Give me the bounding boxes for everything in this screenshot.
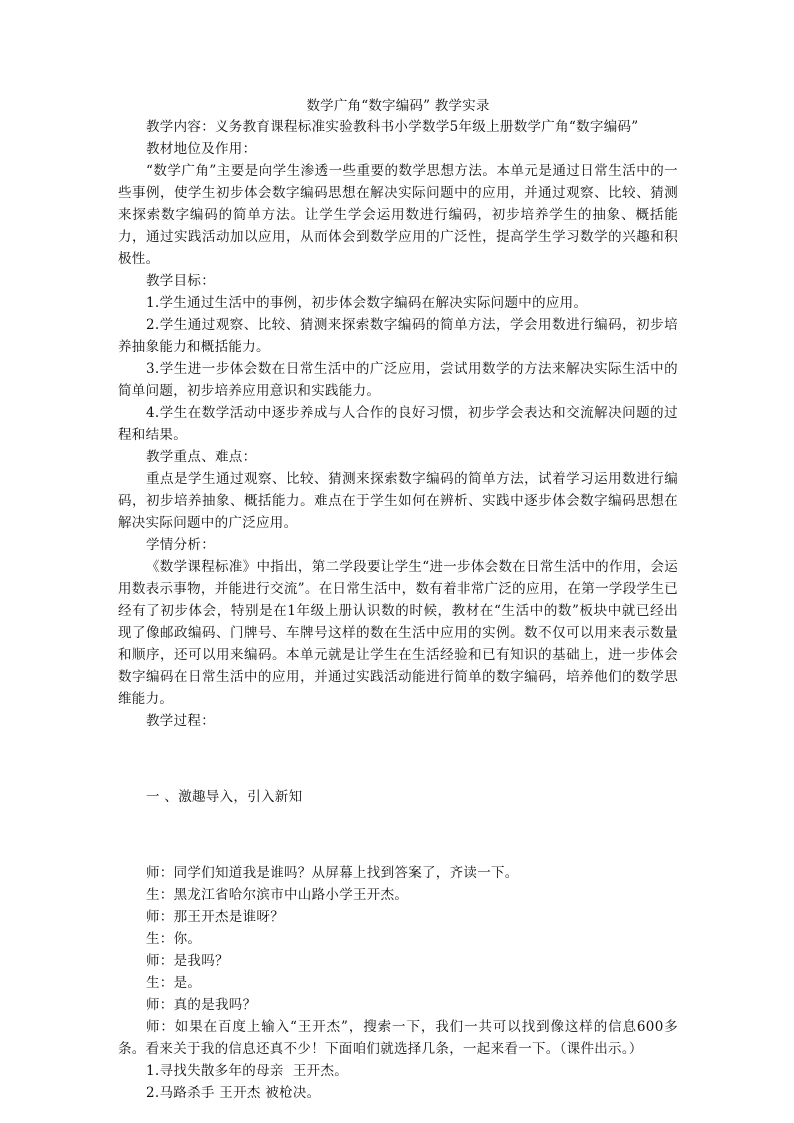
paragraph-spacer [118,748,678,770]
paragraph-p3: “数学广角”主要是向学生渗透一些重要的数学思想方法。本单元是通过日常生活中的一些事例，使学生初步体会数字编码思想在解决实际问题中的应用，并通过观察、比较、猜测来探索数字编码的简单方法。让学生学会运用数进行编码，初步培养学生的抽象、概括能力，通过实践活动加以应用，从而体会到数学应用的广泛性，提高学生学习数学的兴趣和积极性。 [118,163,678,267]
paragraph-p19: 师：是我吗？ [146,953,229,969]
paragraph-p22: 师：如果在百度上输入“王开杰”，搜索一下，我们一共可以找到像这样的信息600多条。看来关于我的信息还真不少！下面咱们就选择几条，一起来看一下。（课件出示。） [118,1019,678,1057]
paragraph-p15: 师：同学们知道我是谁吗？从屏幕上找到答案了，齐读一下。 [146,865,519,881]
paragraph-p5: 1.学生通过生活中的事例，初步体会数字编码在解决实际问题中的应用。 [146,295,588,311]
paragraph-p16: 生：黑龙江省哈尔滨市中山路小学王开杰。 [146,887,409,903]
paragraph-p10: 重点是学生通过观察、比较、猜测来探索数字编码的简单方法，试着学习运用数进行编码，初步培养抽象、概括能力。难点在于学生如何在辨析、实践中逐步体会数字编码思想在解决实际问题中的广泛应用。 [118,471,678,531]
paragraph-p18: 生：你。 [146,931,202,947]
document-page [118,96,678,1104]
paragraph-p14: 一 、激趣导入，引入新知 [146,789,303,805]
paragraph-p9: 教学重点、难点： [146,449,257,465]
paragraph-p13: 教学过程： [146,713,215,729]
paragraph-p17: 师：那王开杰是谁呀？ [146,909,284,925]
paragraph-p12: 《数学课程标准》中指出，第二学段要让学生“进一步体会数在日常生活中的作用，会运用数表示事物，并能进行交流”。在日常生活中，数有着非常广泛的应用，在第一学段学生已经有了初步体会，特别是在1年级上册认识数的时候，教材在“生活中的数”板块中就已经出现了像邮政编码、门牌号、车牌号这样的数在生活中应用的实例。数不仅可以用来表示数量和顺序，还可以用来编码。本单元就是让学生在生活经验和已有知识的基础上，进一步体会数字编码在日常生活中的应用，并通过实践活动能进行简单的数字编码，培养他们的数学思维能力。 [118,559,678,707]
paragraph-p1: 教学内容：义务教育课程标准实验教科书小学数学5年级上册数学广角“数字编码” [146,119,639,135]
paragraph-p11: 学情分析： [146,537,215,553]
paragraph-p23: 1.寻找失散多年的母亲 王开杰。 [146,1063,349,1079]
paragraph-p24: 2.马路杀手 王开杰 被枪决。 [146,1085,321,1101]
paragraph-p8: 4.学生在数学活动中逐步养成与人合作的良好习惯，初步学会表达和交流解决问题的过程和结果。 [118,405,678,443]
paragraph-p4: 教学目标： [146,273,215,289]
paragraph-p20: 生：是。 [146,975,202,991]
paragraph-p7: 3.学生进一步体会数在日常生活中的广泛应用，尝试用数学的方法来解决实际生活中的简单问题，初步培养应用意识和实践能力。 [118,361,678,399]
document-title: 数学广角“数字编码” 教学实录 [306,98,490,114]
paragraph-p2: 教材地位及作用： [146,141,257,157]
paragraph-spacer [118,824,678,846]
document-body [118,116,678,1104]
paragraph-p6: 2.学生通过观察、比较、猜测来探索数字编码的简单方法，学会用数进行编码，初步培养抽象能力和概括能力。 [118,317,678,355]
paragraph-p21: 师：真的是我吗？ [146,997,257,1013]
